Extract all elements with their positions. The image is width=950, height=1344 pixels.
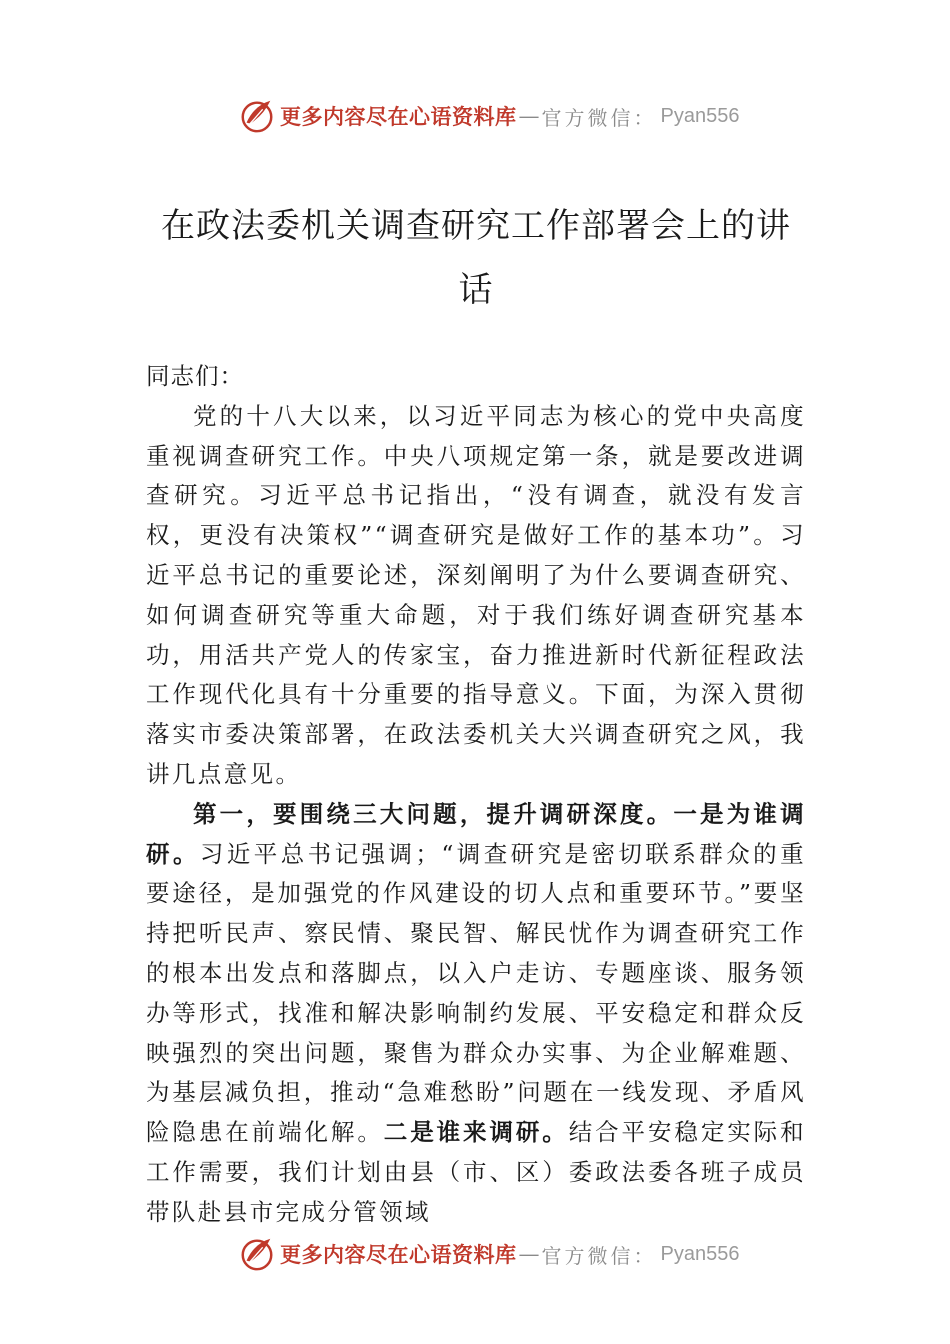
footer-watermark-banner: [0, 1228, 950, 1278]
section-heading: 第一，要围绕三大问题，提升调研深度。一是为谁调研。: [146, 799, 806, 868]
banner-wechat-label: 官方微信：: [541, 105, 657, 130]
paragraph-2: [146, 795, 806, 1233]
banner-wechat-id: Pyan556: [660, 1242, 740, 1265]
title-line-2: 话: [458, 270, 494, 310]
paragraph-1: 党的十八大以来，以习近平同志为核心的党中央高度重视调查研究工作。中央八项规定第一条，就是要改进调查研究。习近平总书记指出，“没有调查，就没有发言权，更没有决策权”“调查研究是做好工作的基本功”。习近平总书记的重要论述，深刻阐明了为什么要调查研究、如何调查研究等重大命题，对于我们练好调查研究基本功，用活共产党人的传家宝，奋力推进新时代新征程政法工作现代化具有十分重要的指导意义。下面，为深入贯彻落实市委决策部署，在政法委机关大兴调查研究之风，我讲几点意见。: [146, 401, 806, 788]
subsection-heading: 二是谁来调研。: [383, 1118, 569, 1147]
banner-wechat-label: 官方微信：: [541, 1243, 657, 1268]
document-title: [146, 194, 806, 322]
document-body: [146, 357, 806, 1233]
paragraph-2-tail: 结合平安稳定实际和工作需要，我们计划由县（市、区）委政法委各班子成员带队赴县市完成分管领域: [146, 1118, 806, 1226]
quill-logo-icon: [238, 97, 276, 135]
banner-library-text: 更多内容尽在心语资料库: [280, 1242, 517, 1267]
greeting: 同志们：: [146, 362, 244, 390]
title-line-1: 在政法委机关调查研究工作部署会上的讲: [161, 206, 791, 246]
banner-dash: —: [518, 104, 540, 128]
paragraph-2-body: 习近平总书记强调；“调查研究是密切联系群众的重要途径，是加强党的作风建设的切人点和重要环节。”要坚持把听民声、察民情、聚民智、解民忧作为调查研究工作的根本出发点和落脚点，以入户走访、专题座谈、服务领办等形式，找准和解决影响制约发展、平安稳定和群众反映强烈的突出问题，聚售为群众办实事、为企业解难题、为基层减负担，推动“急难愁盼”问题在一线发现、矛盾风险隐患在前端化解。: [146, 839, 806, 1147]
header-watermark-banner: [0, 90, 950, 140]
banner-dash: —: [518, 1242, 540, 1266]
banner-wechat-id: Pyan556: [660, 104, 740, 127]
banner-library-text: 更多内容尽在心语资料库: [280, 104, 517, 129]
quill-logo-icon: [238, 1235, 276, 1273]
